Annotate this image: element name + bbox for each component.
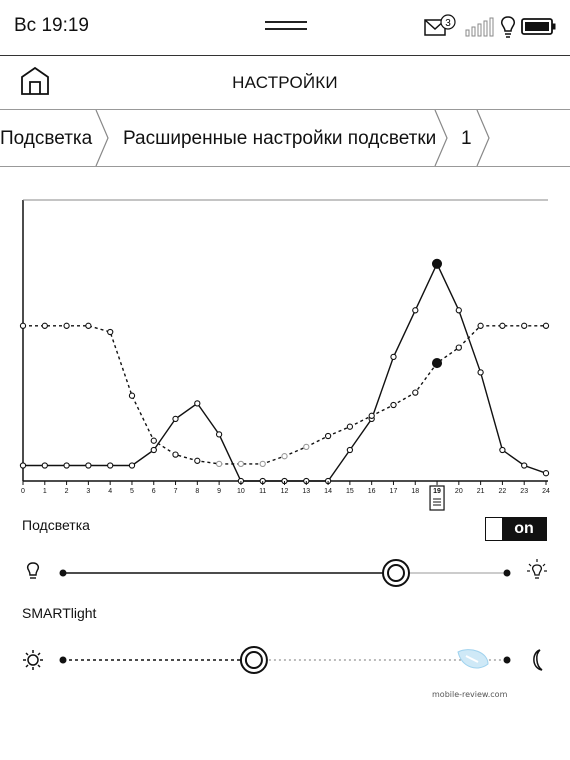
chart-point: [413, 308, 418, 313]
backlight-schedule-chart[interactable]: [0, 190, 570, 515]
chart-x-tick-label: 1: [42, 488, 47, 495]
battery-icon: [521, 17, 557, 42]
dim-bulb-icon: [28, 563, 39, 578]
smartlight-slider[interactable]: [0, 642, 570, 682]
chart-point: [108, 463, 113, 468]
chart-point: [326, 433, 331, 438]
signal-icon: [465, 16, 495, 43]
breadcrumb-separator-icon: [476, 110, 490, 166]
chart-x-tick-label: 10: [237, 488, 245, 495]
sun-icon: [23, 650, 43, 670]
chart-x-tick-label: 18: [411, 488, 420, 495]
chart-x-tick-label: 8: [195, 488, 200, 495]
chart-point: [260, 461, 265, 466]
chart-point: [391, 402, 396, 407]
slider-max-dot: [504, 657, 511, 664]
chart-x-tick-label: 21: [476, 488, 485, 495]
chart-point: [391, 354, 396, 359]
chart-x-tick-label: 13: [302, 488, 311, 495]
chart-x-tick-label: 3: [86, 488, 91, 495]
chart-x-tick-label: 15: [345, 488, 354, 495]
chart-point: [238, 461, 243, 466]
chart-point: [195, 401, 200, 406]
chart-point: [478, 323, 483, 328]
chart-point: [129, 393, 134, 398]
chart-point: [304, 444, 309, 449]
chart-x-tick-label: 4: [108, 488, 113, 495]
chart-point: [433, 259, 442, 268]
slider-min-dot: [60, 570, 67, 577]
chart-x-tick-label: 2: [64, 488, 69, 495]
chart-point: [456, 308, 461, 313]
chart-point: [151, 438, 156, 443]
breadcrumb: [0, 110, 570, 166]
chart-point: [20, 463, 25, 468]
breadcrumb-item-advanced[interactable]: Расширенные настройки подсветки: [123, 128, 437, 149]
chart-point: [108, 329, 113, 334]
light-bulb-icon: [500, 15, 516, 44]
chart-point: [20, 323, 25, 328]
breadcrumb-divider: [0, 166, 570, 167]
backlight-toggle[interactable]: [485, 517, 547, 541]
chart-point: [522, 323, 527, 328]
breadcrumb-item-backlight[interactable]: Подсветка: [0, 128, 93, 149]
chart-series-line-1: [23, 264, 546, 481]
chart-x-tick-label: 22: [498, 488, 507, 495]
chart-point: [217, 432, 222, 437]
mail-count: 3: [445, 18, 451, 29]
chart-point: [86, 323, 91, 328]
backlight-slider-thumb[interactable]: [383, 560, 409, 586]
chart-point: [347, 424, 352, 429]
chart-x-tick-label: 17: [389, 488, 398, 495]
chart-point: [173, 452, 178, 457]
breadcrumb-item-current[interactable]: 1: [461, 128, 472, 149]
chart-x-tick-label: 16: [367, 488, 376, 495]
chart-point: [173, 416, 178, 421]
breadcrumb-separator-icon: [95, 110, 109, 166]
chart-x-tick-label: 23: [520, 488, 529, 495]
chart-x-tick-label: 14: [324, 488, 332, 495]
status-divider: [0, 55, 570, 56]
chart-point: [456, 345, 461, 350]
chart-point: [86, 463, 91, 468]
chart-point: [347, 447, 352, 452]
chart-x-tick-label: 6: [151, 488, 156, 495]
status-time: Вс 19:19: [14, 15, 89, 36]
chart-point: [413, 390, 418, 395]
chart-point: [478, 370, 483, 375]
slider-max-dot: [504, 570, 511, 577]
chart-x-tick-label: 9: [217, 488, 222, 495]
bright-bulb-icon: [527, 559, 547, 578]
backlight-label: Подсветка: [22, 517, 90, 533]
backlight-slider[interactable]: [0, 555, 570, 595]
chart-series-line-2: [23, 326, 546, 464]
chart-point: [42, 463, 47, 468]
chart-point: [195, 458, 200, 463]
mail-icon[interactable]: [424, 14, 458, 43]
pull-down-handle[interactable]: [265, 21, 307, 33]
chart-x-tick-label: 19: [433, 488, 441, 495]
slider-min-dot: [60, 657, 67, 664]
chart-x-tick-label: 24: [542, 488, 550, 495]
chart-point: [369, 413, 374, 418]
chart-x-tick-label: 12: [280, 488, 289, 495]
toggle-off-area: [486, 518, 502, 540]
chart-x-tick-label: 11: [259, 488, 267, 495]
chart-point: [500, 323, 505, 328]
smartlight-label: SMARTlight: [22, 605, 97, 621]
chart-x-tick-label: 0: [21, 488, 25, 495]
moon-icon: [534, 650, 542, 670]
chart-point: [151, 447, 156, 452]
chart-point: [129, 463, 134, 468]
chart-point: [433, 359, 442, 368]
chart-point: [64, 323, 69, 328]
watermark: mobile-review.com: [432, 690, 508, 699]
chart-x-tick-label: 7: [173, 488, 178, 495]
chart-point: [217, 461, 222, 466]
chart-point: [543, 323, 548, 328]
smartlight-slider-thumb[interactable]: [241, 647, 267, 673]
chart-x-tick-label: 20: [454, 488, 463, 495]
chart-point: [282, 454, 287, 459]
chart-point: [522, 463, 527, 468]
chart-point: [42, 323, 47, 328]
chart-point: [64, 463, 69, 468]
chart-x-tick-label: 5: [130, 488, 134, 495]
page-title: НАСТРОЙКИ: [232, 73, 338, 92]
chart-point: [500, 447, 505, 452]
breadcrumb-separator-icon: [434, 110, 448, 166]
chart-point: [543, 471, 548, 476]
toggle-on-label: on: [502, 518, 546, 540]
watermark-logo-icon: [458, 650, 488, 668]
